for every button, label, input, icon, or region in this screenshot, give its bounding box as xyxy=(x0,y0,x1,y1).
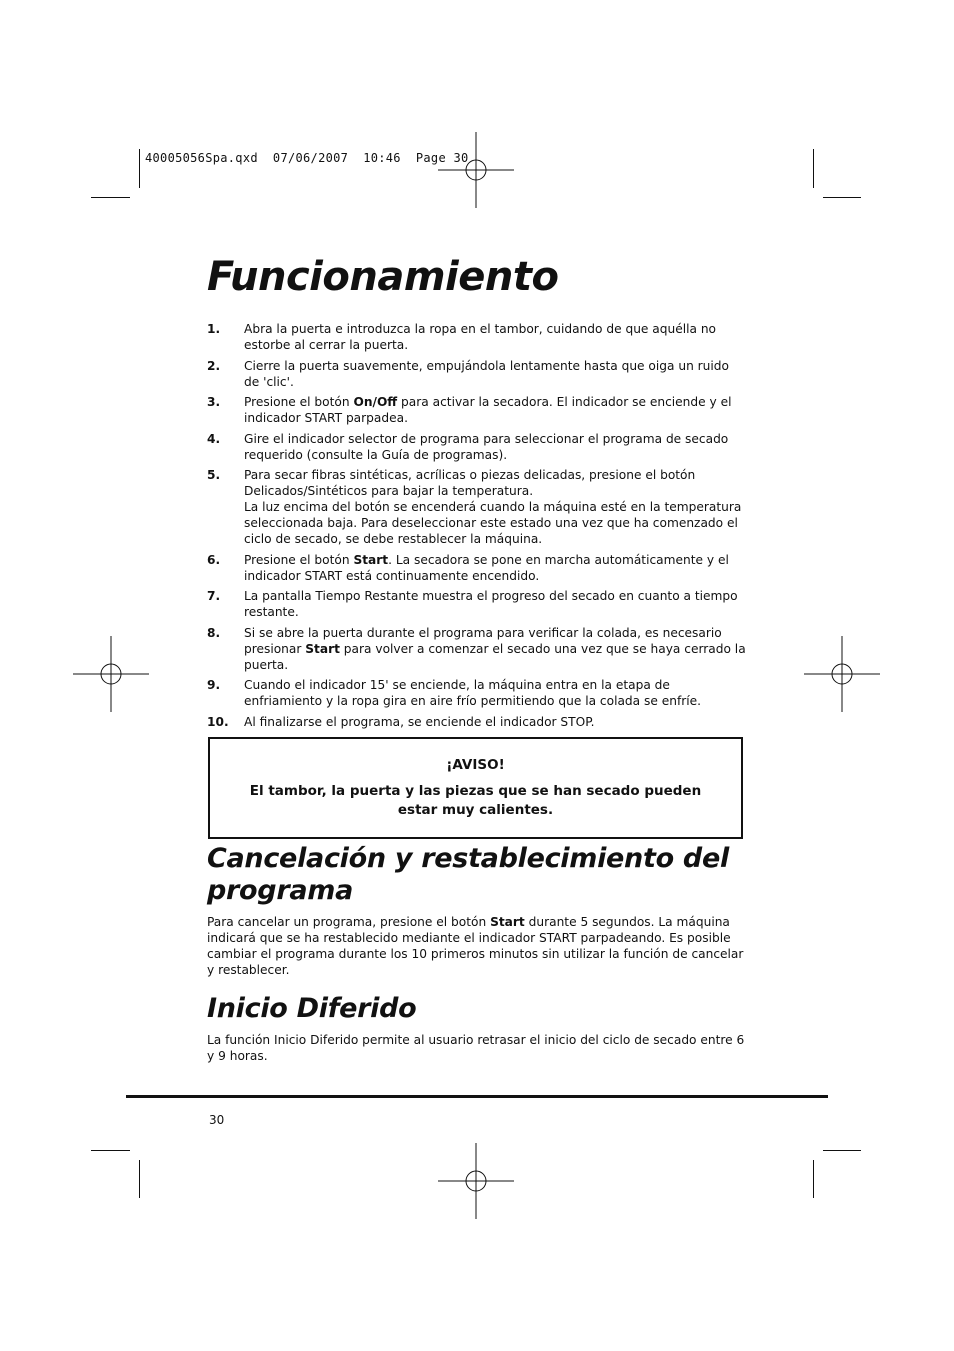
steps-list xyxy=(207,321,747,734)
step-item xyxy=(207,467,747,547)
step-number: 5. xyxy=(207,468,221,482)
crop-mark-top-right-vertical xyxy=(813,149,814,188)
registration-mark-bottom-icon xyxy=(438,1143,514,1219)
warning-title: ¡AVISO! xyxy=(446,757,505,773)
delay-section-heading: Inicio Diferido xyxy=(207,993,417,1024)
step-item xyxy=(207,358,747,390)
step-text: Para secar fibras sintéticas, acrílicas o piezas delicadas, presione el botón Delicados/Sintéticos para bajar la temperatura. La luz encima del botón se encenderá cuando la máquina esté en la temperatura seleccionada baja. Para deseleccionar este estado una vez que ha comenzado el ciclo de secado, se debe restablecer la máquina. xyxy=(244,468,742,546)
step-text: Presione el botón Start. La secadora se pone en marcha automáticamente y el indicador START está continuamente encendido. xyxy=(244,552,729,583)
delay-section-text: La función Inicio Diferido permite al usuario retrasar el inicio del ciclo de secado entre 6 y 9 horas. xyxy=(207,1033,745,1063)
step-number: 4. xyxy=(207,431,221,446)
registration-mark-top-icon xyxy=(438,132,514,208)
step-text: Cuando el indicador 15' se enciende, la máquina entra en la etapa de enfriamiento y la ropa gira en aire frío permitiendo que la colada se enfríe. xyxy=(244,678,702,708)
crop-mark-top-left-horizontal xyxy=(91,197,130,198)
page-number: 30 xyxy=(209,1113,225,1127)
step-number: 2. xyxy=(207,358,221,373)
cancel-section-text: Para cancelar un programa, presione el botón Start durante 5 segundos. La máquina indicará que se ha restablecido mediante el indicador START parpadeando. Es posible cambiar el programa durante los 10 primeros minutos sin utilizar la función de cancelar y restablecer. xyxy=(207,915,744,977)
printer-slug: 40005056Spa.qxd 07/06/2007 10:46 Page 30 xyxy=(145,151,469,165)
step-item xyxy=(207,394,747,426)
step-number: 6. xyxy=(207,552,221,567)
warning-text: El tambor, la puerta y las piezas que se han secado pueden estar muy calientes. xyxy=(249,783,702,818)
crop-mark-bottom-left-horizontal xyxy=(91,1150,130,1151)
crop-mark-bottom-left-vertical xyxy=(139,1160,140,1198)
footer-rule xyxy=(126,1095,828,1098)
step-text: La pantalla Tiempo Restante muestra el progreso del secado en cuanto a tiempo restante. xyxy=(244,589,738,619)
crop-mark-bottom-right-horizontal xyxy=(823,1150,861,1151)
step-text: Gire el indicador selector de programa para seleccionar el programa de secado requerido (consulte la Guía de programas). xyxy=(244,431,729,462)
warning-box xyxy=(208,737,743,839)
step-number: 3. xyxy=(207,395,221,409)
step-text: Cierre la puerta suavemente, empujándola lentamente hasta que oiga un ruido de 'clic'. xyxy=(244,358,729,389)
step-item xyxy=(207,588,747,620)
step-number: 9. xyxy=(207,678,221,692)
step-number: 10. xyxy=(207,714,229,729)
step-item xyxy=(207,552,747,584)
registration-mark-left-icon xyxy=(73,636,149,712)
step-text: Si se abre la puerta durante el programa para verificar la colada, es necesario presionar Start para volver a comenzar el secado una vez que se haya cerrado la puerta. xyxy=(244,625,746,672)
step-item xyxy=(207,714,747,730)
step-number: 1. xyxy=(207,322,221,336)
step-item xyxy=(207,625,747,673)
step-text: Abra la puerta e introduzca la ropa en el tambor, cuidando de que aquélla no estorbe al cerrar la puerta. xyxy=(244,322,717,352)
cancel-section-heading: Cancelación y restablecimiento del programa xyxy=(207,843,729,906)
step-item xyxy=(207,431,747,463)
step-text: Presione el botón On/Off para activar la secadora. El indicador se enciende y el indicador START parpadea. xyxy=(244,395,732,425)
step-item xyxy=(207,677,747,709)
step-number: 8. xyxy=(207,625,221,640)
crop-mark-top-right-horizontal xyxy=(823,197,861,198)
step-text: Al finalizarse el programa, se enciende el indicador STOP. xyxy=(244,714,595,729)
step-item xyxy=(207,321,747,353)
step-number: 7. xyxy=(207,589,221,603)
registration-mark-right-icon xyxy=(804,636,880,712)
page-title: Funcionamiento xyxy=(207,254,559,300)
crop-mark-top-left-vertical xyxy=(139,149,140,188)
crop-mark-bottom-right-vertical xyxy=(813,1160,814,1198)
